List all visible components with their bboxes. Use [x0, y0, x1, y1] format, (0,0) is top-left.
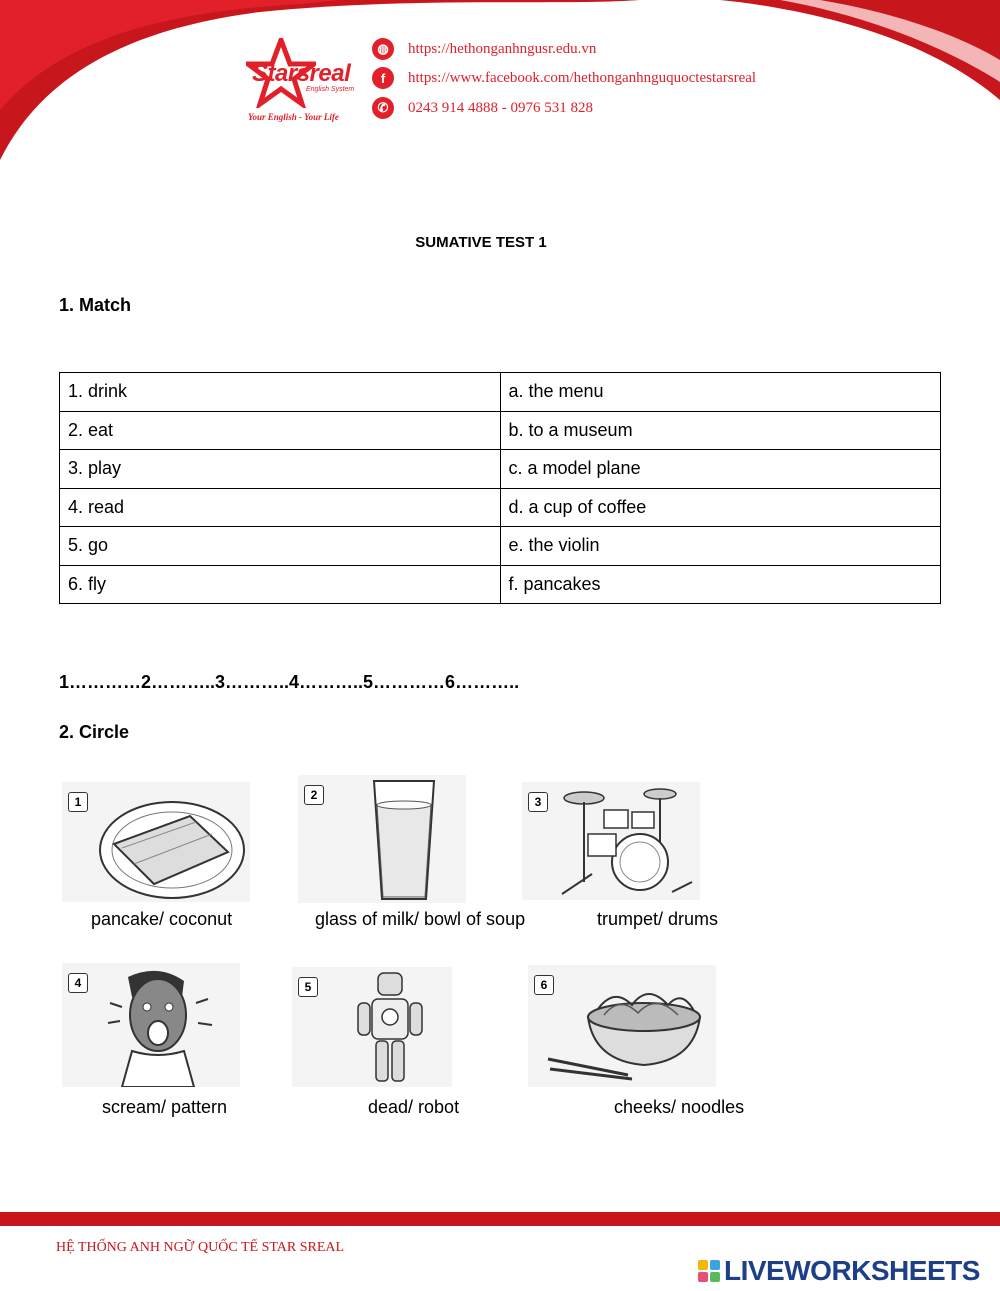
- robot-picture: [292, 967, 452, 1087]
- match-right-cell: a. the menu: [500, 373, 941, 412]
- match-left-cell: 5. go: [60, 527, 501, 566]
- caption-6[interactable]: cheeks/ noodles: [614, 1097, 745, 1117]
- section2-heading: 2. Circle: [59, 722, 130, 742]
- footer-text: HỆ THỐNG ANH NGỮ QUỐC TẾ STAR SREAL: [56, 1240, 345, 1255]
- contact-facebook: [372, 67, 756, 89]
- globe-icon: ◍: [372, 38, 394, 60]
- match-table: [59, 372, 941, 604]
- item-number: 2: [304, 785, 324, 805]
- footer-bar: [0, 1212, 1000, 1226]
- match-left-cell: 1. drink: [60, 373, 501, 412]
- match-left-cell: 3. play: [60, 450, 501, 489]
- logo-name: Starsreal: [252, 60, 351, 87]
- match-right-cell: c. a model plane: [500, 450, 941, 489]
- table-row: [60, 488, 941, 527]
- match-left-cell: 6. fly: [60, 565, 501, 604]
- caption-5[interactable]: dead/ robot: [368, 1097, 460, 1117]
- table-row: [60, 373, 941, 412]
- phone-icon: ✆: [372, 97, 394, 119]
- item-number: 3: [528, 792, 548, 812]
- logo-subtitle: English System: [306, 86, 355, 93]
- match-right-cell: d. a cup of coffee: [500, 488, 941, 527]
- item-number: 6: [534, 975, 554, 995]
- drums-picture: [522, 782, 700, 900]
- item-number: 4: [68, 973, 88, 993]
- phone-number: 0243 914 4888 - 0976 531 828: [408, 99, 593, 116]
- pancake-picture: [62, 782, 250, 902]
- glass-of-milk-picture: [298, 775, 466, 903]
- table-row: [60, 527, 941, 566]
- contact-phone: [372, 97, 593, 119]
- caption-2[interactable]: glass of milk/ bowl of soup: [315, 909, 526, 929]
- caption-3[interactable]: trumpet/ drums: [597, 909, 719, 929]
- facebook-link[interactable]: https://www.facebook.com/hethonganhnguquoctestarsreal: [408, 69, 757, 86]
- screaming-boy-picture: [62, 963, 240, 1087]
- item-number: 1: [68, 792, 88, 812]
- caption-1[interactable]: pancake/ coconut: [91, 909, 233, 929]
- match-left-cell: 2. eat: [60, 411, 501, 450]
- noodles-picture: [528, 965, 716, 1087]
- match-right-cell: f. pancakes: [500, 565, 941, 604]
- caption-4[interactable]: scream/ pattern: [102, 1097, 228, 1117]
- table-row: [60, 565, 941, 604]
- table-row: [60, 450, 941, 489]
- liveworksheets-brand[interactable]: LIVEWORKSHEETS: [724, 1255, 980, 1286]
- liveworksheets-logo: [698, 1255, 980, 1287]
- contact-website: [372, 38, 596, 60]
- liveworksheets-icon: [698, 1260, 720, 1282]
- match-right-cell: e. the violin: [500, 527, 941, 566]
- section1-heading: 1. Match: [59, 295, 132, 315]
- answer-line[interactable]: 1…………2………..3………..4………..5…………6………..: [59, 672, 520, 692]
- item-number: 5: [298, 977, 318, 997]
- table-row: [60, 411, 941, 450]
- website-link[interactable]: https://hethonganhngusr.edu.vn: [408, 40, 597, 57]
- match-right-cell: b. to a museum: [500, 411, 941, 450]
- match-left-cell: 4. read: [60, 488, 501, 527]
- page-title: SUMATIVE TEST 1: [415, 234, 547, 251]
- logo-slogan: Your English - Your Life: [248, 112, 339, 122]
- facebook-icon: f: [372, 67, 394, 89]
